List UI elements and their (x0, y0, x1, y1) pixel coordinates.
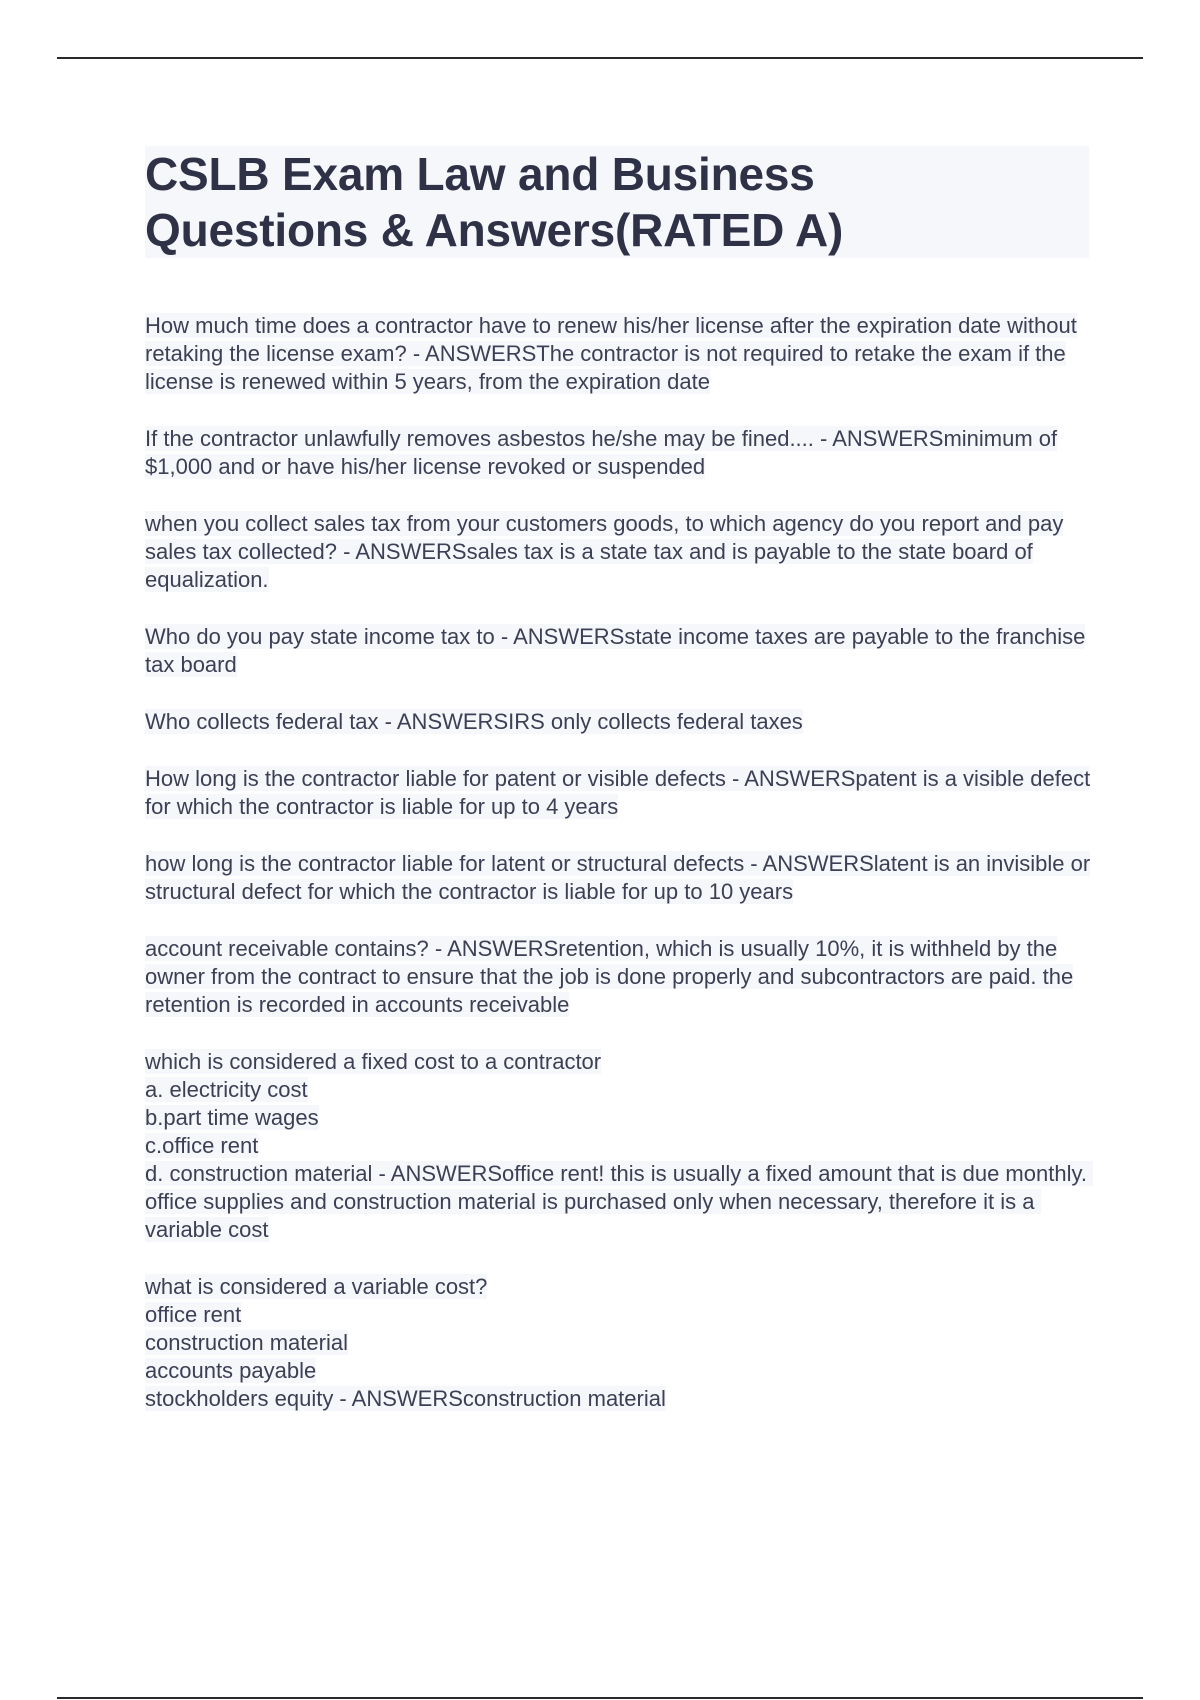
qa-line (145, 1385, 1095, 1413)
document-title (145, 146, 1089, 258)
option-1: office rent (145, 1302, 242, 1327)
option-2: construction material (145, 1330, 348, 1355)
title-block (145, 146, 1089, 258)
title-line-2: Questions & Answers(RATED A) (145, 204, 844, 256)
qa-item-5 (145, 708, 1095, 736)
option-d-answer: d. construction material - ANSWERSoffice rent! this is usually a fixed amount that is due monthly. office supplies and construction material is purchased only when necessary, therefore it is a variable cost (145, 1161, 1094, 1242)
option-b: b.part time wages (145, 1105, 319, 1130)
qa-item-3 (145, 510, 1095, 594)
option-a: a. electricity cost (145, 1077, 308, 1102)
qa-text: Who do you pay state income tax to - ANSWERSstate income taxes are payable to the franchise tax board (145, 624, 1086, 677)
top-rule (57, 57, 1143, 59)
title-line-1: CSLB Exam Law and Business (145, 148, 815, 200)
qa-text: when you collect sales tax from your customers goods, to which agency do you report and pay sales tax collected? - ANSWERSsales tax is a state tax and is payable to the state board of equalization. (145, 511, 1064, 592)
qa-line (145, 1273, 1095, 1301)
qa-item-4 (145, 623, 1095, 679)
qa-line (145, 1104, 1095, 1132)
qa-item-8 (145, 935, 1095, 1019)
qa-item-9 (145, 1048, 1095, 1244)
qa-text: How long is the contractor liable for patent or visible defects - ANSWERSpatent is a visible defect for which the contractor is liable for up to 4 years (145, 766, 1091, 819)
qa-item-7 (145, 850, 1095, 906)
question-text: which is considered a fixed cost to a contractor (145, 1049, 602, 1074)
qa-line (145, 1301, 1095, 1329)
qa-text: If the contractor unlawfully removes asbestos he/she may be fined.... - ANSWERSminimum of $1,000 and or have his/her license revoked or suspended (145, 426, 1058, 479)
qa-text: How much time does a contractor have to renew his/her license after the expiration date without retaking the license exam? - ANSWERSThe contractor is not required to retake the exam if the license is renewed within 5 years, from the expiration date (145, 313, 1077, 394)
qa-list (145, 312, 1095, 1442)
qa-line (145, 1160, 1095, 1244)
qa-line (145, 1357, 1095, 1385)
option-3: accounts payable (145, 1358, 317, 1383)
option-4-answer: stockholders equity - ANSWERSconstruction material (145, 1386, 666, 1411)
qa-text: account receivable contains? - ANSWERSretention, which is usually 10%, it is withheld by the owner from the contract to ensure that the job is done properly and subcontractors are paid. the retention is recorded in accounts receivable (145, 936, 1074, 1017)
qa-line (145, 1329, 1095, 1357)
option-c: c.office rent (145, 1133, 259, 1158)
qa-text: Who collects federal tax - ANSWERSIRS only collects federal taxes (145, 709, 803, 734)
qa-text: how long is the contractor liable for latent or structural defects - ANSWERSlatent is an invisible or structural defect for which the contractor is liable for up to 10 years (145, 851, 1091, 904)
qa-line (145, 1132, 1095, 1160)
qa-line (145, 1076, 1095, 1104)
bottom-rule (57, 1697, 1143, 1699)
qa-item-6 (145, 765, 1095, 821)
question-text: what is considered a variable cost? (145, 1274, 488, 1299)
qa-line (145, 1048, 1095, 1076)
qa-item-1 (145, 312, 1095, 396)
qa-item-2 (145, 425, 1095, 481)
qa-item-10 (145, 1273, 1095, 1413)
